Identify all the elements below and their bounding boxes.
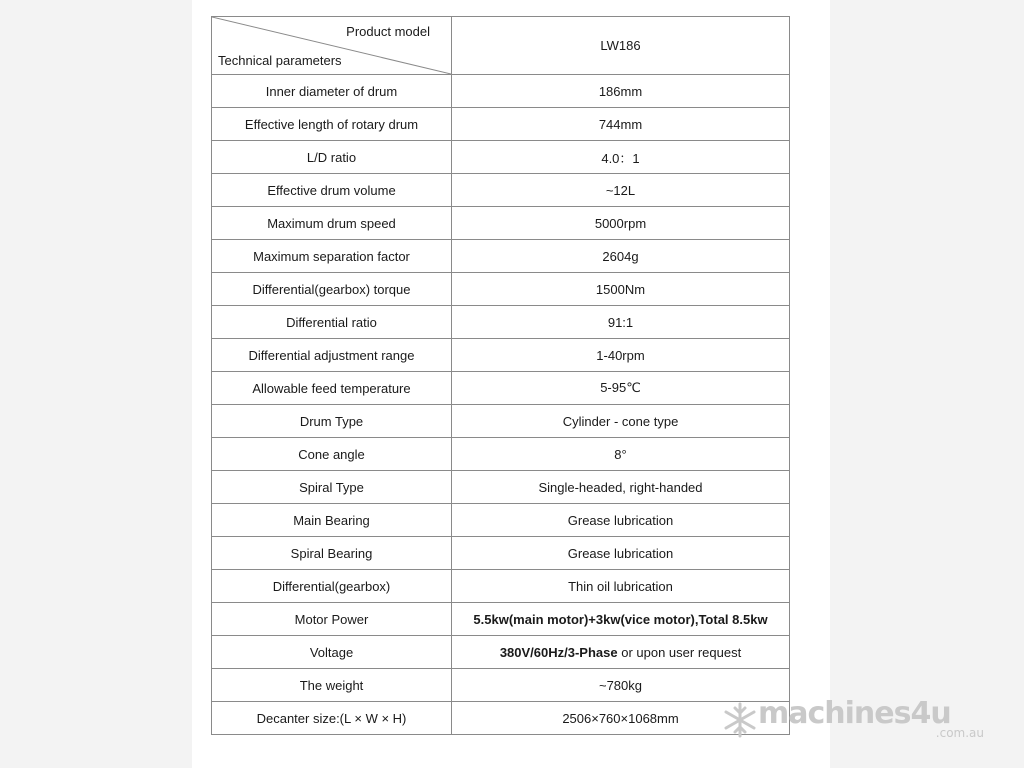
product-model-label: Product model bbox=[346, 24, 430, 39]
table-row bbox=[212, 75, 790, 108]
voltage-rest-value: or upon user request bbox=[617, 644, 742, 660]
table-row bbox=[212, 570, 790, 603]
table-row bbox=[212, 636, 790, 669]
value-cell: 5-95℃ bbox=[452, 372, 790, 405]
voltage-bold-value: 380V/60Hz/3-Phase bbox=[499, 644, 618, 660]
value-cell: Thin oil lubrication bbox=[452, 570, 790, 603]
param-cell: L/D ratio bbox=[212, 141, 452, 174]
value-cell: 4.0：1 bbox=[452, 141, 790, 174]
value-cell: 186mm bbox=[452, 75, 790, 108]
machines4u-watermark bbox=[722, 696, 992, 744]
param-cell: Decanter size:(L × W × H) bbox=[212, 702, 452, 735]
table-row bbox=[212, 504, 790, 537]
table-row bbox=[212, 537, 790, 570]
model-cell: LW186 bbox=[452, 17, 790, 75]
param-cell: Differential(gearbox) bbox=[212, 570, 452, 603]
param-cell: Spiral Bearing bbox=[212, 537, 452, 570]
param-cell: Voltage bbox=[212, 636, 452, 669]
value-cell: 1-40rpm bbox=[452, 339, 790, 372]
value-cell: 5000rpm bbox=[452, 207, 790, 240]
table-row bbox=[212, 240, 790, 273]
table-row bbox=[212, 273, 790, 306]
param-cell: The weight bbox=[212, 669, 452, 702]
table-row bbox=[212, 141, 790, 174]
param-cell: Spiral Type bbox=[212, 471, 452, 504]
table-row bbox=[212, 306, 790, 339]
value-cell: 5.5kw(main motor)+3kw(vice motor),Total 8.5kw bbox=[452, 603, 790, 636]
value-cell: 1500Nm bbox=[452, 273, 790, 306]
value-cell: Grease lubrication bbox=[452, 504, 790, 537]
watermark-domain: .com.au bbox=[935, 726, 984, 740]
table-row bbox=[212, 471, 790, 504]
param-cell: Inner diameter of drum bbox=[212, 75, 452, 108]
value-cell: ~12L bbox=[452, 174, 790, 207]
table-row bbox=[212, 603, 790, 636]
table-row bbox=[212, 108, 790, 141]
technical-parameters-label: Technical parameters bbox=[218, 53, 342, 68]
value-cell: Single-headed, right-handed bbox=[452, 471, 790, 504]
table-row bbox=[212, 405, 790, 438]
table-row bbox=[212, 174, 790, 207]
value-cell: 91:1 bbox=[452, 306, 790, 339]
value-cell: 8° bbox=[452, 438, 790, 471]
table-row bbox=[212, 702, 790, 735]
param-cell: Differential ratio bbox=[212, 306, 452, 339]
param-cell: Maximum drum speed bbox=[212, 207, 452, 240]
table-row bbox=[212, 669, 790, 702]
value-cell: 2506×760×1068mm bbox=[452, 702, 790, 735]
value-cell bbox=[452, 636, 790, 669]
table-row bbox=[212, 207, 790, 240]
param-cell: Main Bearing bbox=[212, 504, 452, 537]
value-cell: Grease lubrication bbox=[452, 537, 790, 570]
param-cell: Drum Type bbox=[212, 405, 452, 438]
param-cell: Differential(gearbox) torque bbox=[212, 273, 452, 306]
value-cell: 2604g bbox=[452, 240, 790, 273]
param-cell: Effective length of rotary drum bbox=[212, 108, 452, 141]
table-header-row bbox=[212, 17, 790, 75]
value-cell: 744mm bbox=[452, 108, 790, 141]
spec-table bbox=[211, 16, 790, 735]
table-row bbox=[212, 438, 790, 471]
param-cell: Differential adjustment range bbox=[212, 339, 452, 372]
diagonal-header-cell bbox=[212, 17, 452, 75]
param-cell: Maximum separation factor bbox=[212, 240, 452, 273]
param-cell: Effective drum volume bbox=[212, 174, 452, 207]
snowflake-logo-icon bbox=[722, 700, 758, 740]
param-cell: Allowable feed temperature bbox=[212, 372, 452, 405]
value-cell: Cylinder - cone type bbox=[452, 405, 790, 438]
param-cell: Motor Power bbox=[212, 603, 452, 636]
watermark-brand: machines4u bbox=[758, 696, 951, 731]
value-cell: ~780kg bbox=[452, 669, 790, 702]
table-row bbox=[212, 372, 790, 405]
table-row bbox=[212, 339, 790, 372]
param-cell: Cone angle bbox=[212, 438, 452, 471]
